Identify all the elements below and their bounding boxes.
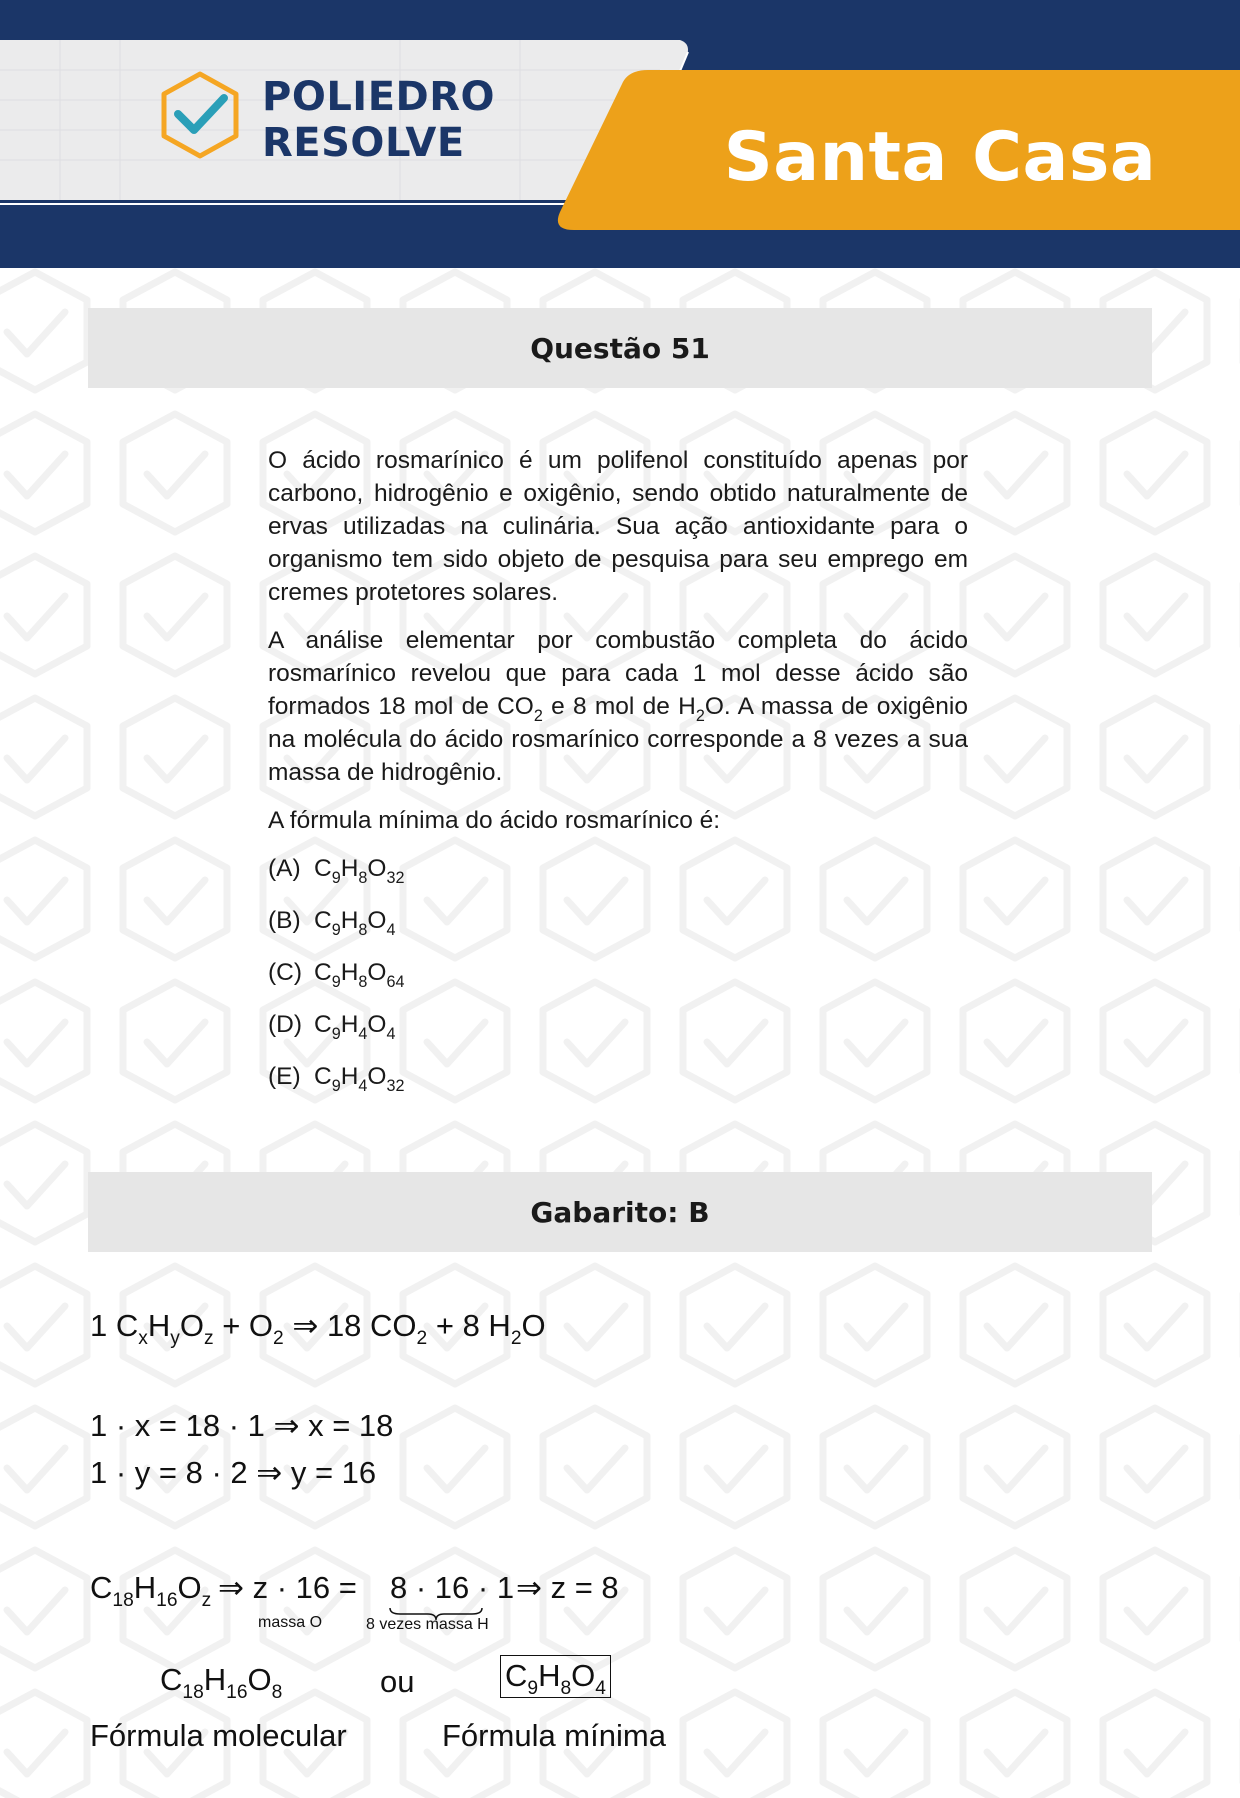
combustion-equation: 1 $C_xH_yO_z + O_2$ ⇒ 18 $CO_2 + 8$ $H_2O$ — [90, 1308, 546, 1350]
hydrogen-equation: 1 · y = 8 · 2 ⇒ y = 16 — [90, 1455, 377, 1490]
logo-text — [262, 74, 495, 166]
oxygen-equation-rhs: 8 · 16 · 1 — [390, 1570, 515, 1605]
carbon-equation: 1 · x = 18 · 1 ⇒ x = 18 — [90, 1408, 394, 1443]
logo-line-2: RESOLVE — [262, 120, 465, 166]
question-paragraph-1: O ácido rosmarínico é um polifenol constituído apenas por carbono, hidrogênio e oxigênio, sendo obtido naturalmente de ervas utilizadas na culinária. Sua ação antioxidante para o organismo tem sido objeto de pesquisa para seu emprego em cremes protetores solares. — [268, 447, 968, 606]
option-e[interactable]: (E) $C_9H_4O_{32}$ — [268, 1063, 405, 1095]
answer-heading-bar — [88, 1172, 1152, 1252]
answer-options — [268, 852, 968, 1112]
oxygen-formula: $C_{18}H_{16}O_z$ — [90, 1570, 212, 1612]
question-prompt: A fórmula mínima do ácido rosmarínico é: — [268, 807, 721, 834]
connector-ou: ou — [380, 1664, 415, 1699]
minimal-formula — [500, 1658, 611, 1700]
question-heading: Questão 51 — [530, 331, 710, 365]
label-minimal: Fórmula mínima — [442, 1718, 666, 1753]
question-body — [268, 444, 968, 1112]
exam-title: Santa Casa — [723, 118, 1157, 197]
minimal-formula-box: $C_9H_8O_4$ — [500, 1655, 611, 1698]
question-paragraph-2: A análise elementar por combustão completa do ácido rosmarínico revelou que para cada 1 mol desse ácido são formados 18 mol de $CO_2$ e 8 mol de $H_2O$. A massa de oxigênio na molécula do ácido rosmarínico corresponde a 8 vezes a sua massa de hidrogênio. — [268, 627, 968, 786]
note-mass-o: massa O — [258, 1614, 323, 1631]
question-heading-bar — [88, 308, 1152, 388]
option-c[interactable]: (C) $C_9H_8O_{64}$ — [268, 959, 405, 991]
option-b[interactable]: (B) $C_9H_8O_4$ — [268, 907, 396, 939]
option-a[interactable]: (A) $C_9H_8O_{32}$ — [268, 855, 405, 887]
note-mass-h: 8 vezes massa H — [366, 1616, 489, 1633]
label-molecular: Fórmula molecular — [90, 1718, 347, 1753]
molecular-formula: $C_{18}H_{16}O_8$ — [160, 1662, 283, 1704]
logo-line-1: POLIEDRO — [262, 74, 496, 120]
answer-heading: Gabarito: B — [530, 1195, 710, 1229]
option-d[interactable]: (D) $C_9H_4O_4$ — [268, 1011, 396, 1043]
oxygen-equation-lhs: ⇒ z · 16 = — [218, 1570, 357, 1605]
oxygen-equation-result: ⇒ z = 8 — [516, 1570, 619, 1605]
